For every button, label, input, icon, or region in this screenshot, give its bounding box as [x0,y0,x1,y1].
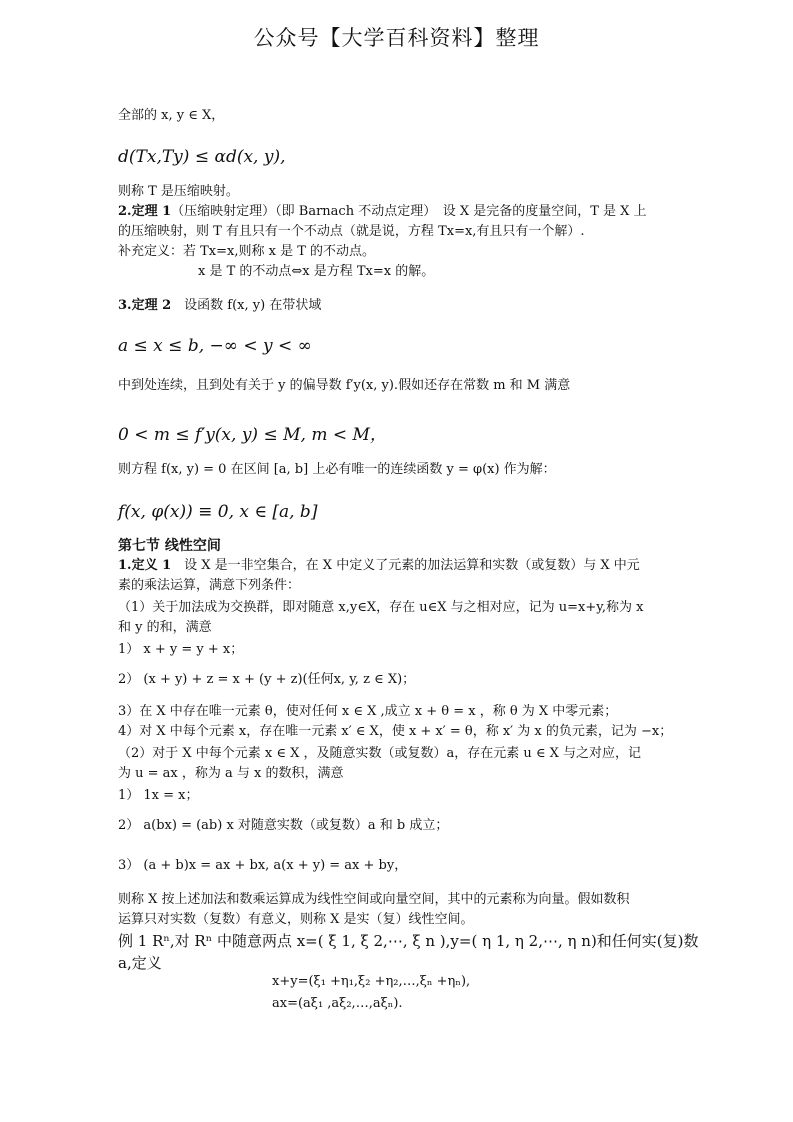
text-line: 为 u = ax ，称为 a 与 x 的数积，满意 [118,766,344,781]
equation-solution: f(x, φ(x)) ≡ 0, x ∈ [a, b] [118,502,318,522]
text-line: 全部的 x, y ∈ X， [118,108,225,123]
text-line: （2）对于 X 中每个元素 x ∈ X ，及随意实数（或复数）a，存在元素 u ∈ X 与之对应，记 [118,746,642,761]
scalar-axiom-2: 2） a(bx) = (ab) x 对随意实数（或复数）a 和 b 成立； [118,818,449,833]
theorem-1-line [118,202,678,222]
example-equation-sum: x+y=(ξ₁ +η₁,ξ₂ +η₂,…,ξₙ +ηₙ), [272,974,471,989]
equation-domain: a ≤ x ≤ b, −∞ < y < ∞ [118,336,312,356]
text-line: 中到处连续，且到处有关于 y 的偏导数 f′y(x, y).假如还存在常数 m 和 M 满意 [118,378,571,393]
equation-contraction: d(Tx,Ty) ≤ αd(x, y), [118,147,286,167]
text-line: a,定义 [118,954,162,972]
equation-bounds: 0 < m ≤ f′y(x, y) ≤ M, m < M， [118,425,387,445]
scalar-axiom-3: 3） (a + b)x = ax + bx, a(x + y) = ax + by， [118,858,408,873]
definition-1-line [118,556,678,576]
theorem-1-text: （压缩映射定理）（即 Barnach 不动点定理） 设 X 是完备的度量空间，T 是 X 上 [171,204,647,219]
example-1-line: 例 1 Rⁿ,对 Rⁿ 中随意两点 x=( ξ 1, ξ 2,⋯, ξ n ),y=( η 1, η 2,⋯, η n)和任何实(复)数 [118,932,699,950]
text-line: 素的乘法运算，满意下列条件： [118,578,301,593]
text-line: 的压缩映射，则 T 有且只有一个不动点（就是说，方程 Tx=x,有且只有一个解）. [118,224,585,239]
theorem-2-label: 3.定理 2 [118,298,172,313]
text-line: 补充定义：若 Tx=x,则称 x 是 T 的不动点。 [118,244,376,259]
page-header: 公众号【大学百科资料】整理 [253,26,540,50]
theorem-1-label: 2.定理 1 [118,204,172,219]
axiom-2: 2） (x + y) + z = x + (y + z)(任何x, y, z ∈ X)； [118,672,416,687]
text-line: 则称 X 按上述加法和数乘运算成为线性空间或向量空间，其中的元素称为向量。假如数积 [118,892,630,907]
axiom-3: 3）在 X 中存在唯一元素 θ，使对任何 x ∈ X ,成立 x + θ = x ，称 θ 为 X 中零元素； [118,704,618,719]
theorem-2-line [118,296,678,316]
text-line: （1）关于加法成为交换群，即对随意 x,y∈X，存在 u∈X 与之相对应，记为 u=x+y,称为 x [118,600,644,615]
text-line: x 是 T 的不动点⇔x 是方程 Tx=x 的解。 [198,264,435,279]
definition-1-label: 1.定义 1 [118,558,172,573]
example-equation-product: ax=(aξ₁ ,aξ₂,…,aξₙ). [272,996,403,1011]
definition-1-text: 设 X 是一非空集合，在 X 中定义了元素的加法运算和实数（或复数）与 X 中元 [171,558,640,573]
axiom-1: 1） x + y = y + x； [118,642,244,657]
text-line: 和 y 的和，满意 [118,620,212,635]
text-line: 运算只对实数（复数）有意义，则称 X 是实（复）线性空间。 [118,912,474,927]
axiom-4: 4）对 X 中每个元素 x，存在唯一元素 x′ ∈ X，使 x + x′ = θ，称 x′ 为 x 的负元素，记为 −x； [118,724,673,739]
text-line: 则称 T 是压缩映射。 [118,184,239,199]
theorem-2-text: 设函数 f(x, y) 在带状域 [171,298,322,313]
section-title: 第七节 线性空间 [118,538,221,554]
text-line: 则方程 f(x, y) = 0 在区间 [a, b] 上必有唯一的连续函数 y = φ(x) 作为解： [118,462,556,477]
scalar-axiom-1: 1） 1x = x； [118,788,199,803]
